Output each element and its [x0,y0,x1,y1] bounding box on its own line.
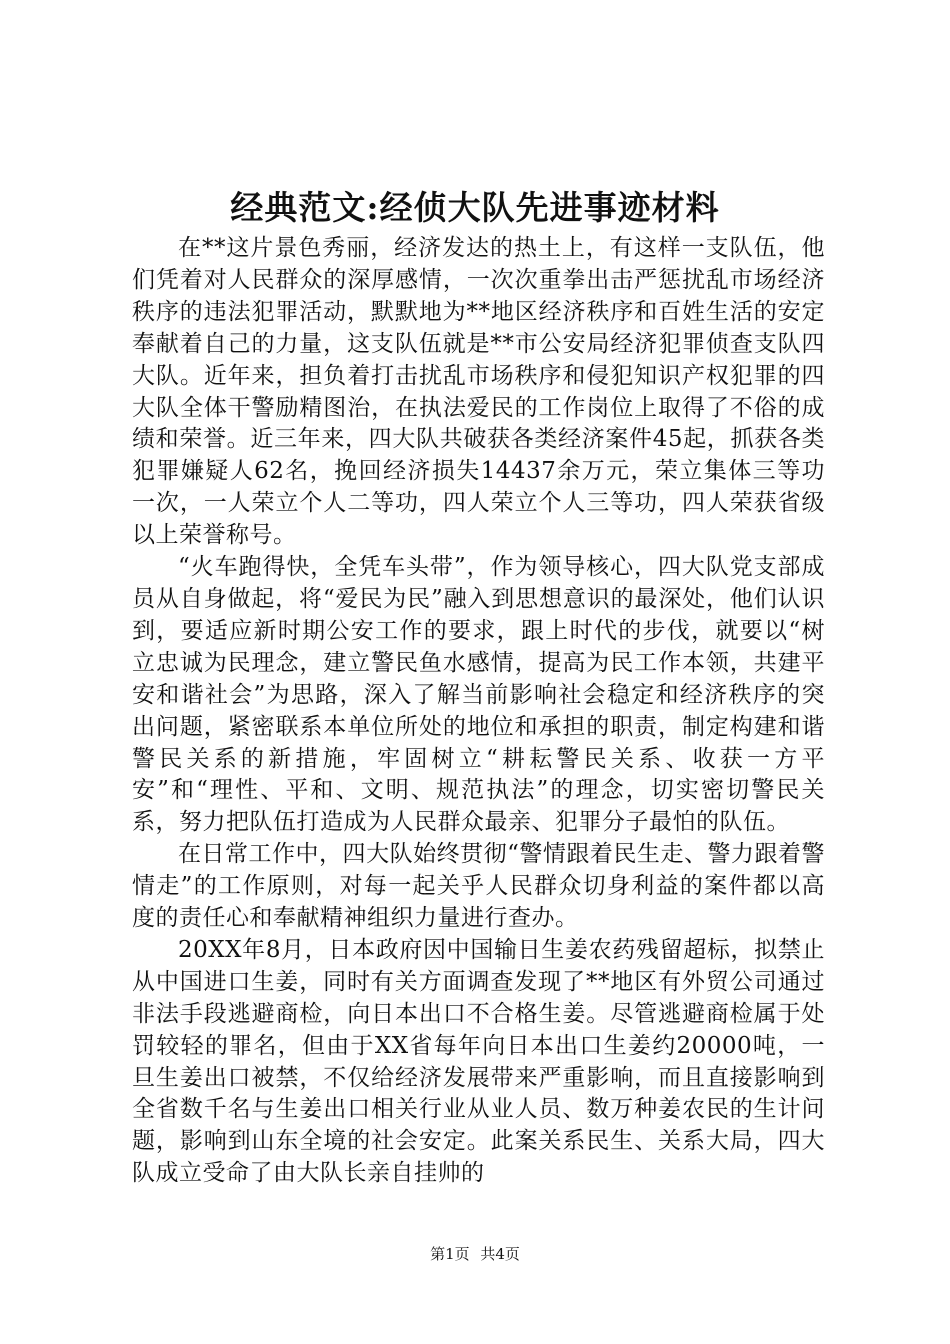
paragraph-3: 在日常工作中，四大队始终贯彻“警情跟着民生走、警力跟着警情走”的工作原则，对每一起关乎人民群众切身利益的案件都以高度的责任心和奉献精神组织力量进行查办。 [132,841,825,932]
paragraph-1: 在**这片景色秀丽，经济发达的热土上，有这样一支队伍，他们凭着对人民群众的深厚感情，一次次重拳出击严惩扰乱市场经济秩序的违法犯罪活动，默默地为**地区经济秩序和百姓生活的安定奉献着自己的力量，这支队伍就是**市公安局经济犯罪侦查支队四大队。近年来，担负着打击扰乱市场秩序和侵犯知识产权犯罪的四大队全体干警励精图治，在执法爱民的工作岗位上取得了不俗的成绩和荣誉。近三年来，四大队共破获各类经济案件45起，抓获各类犯罪嫌疑人62名，挽回经济损失14437余万元，荣立集体三等功一次，一人荣立个人二等功，四人荣立个人三等功，四人荣获省级以上荣誉称号。 [132,235,825,549]
document-title: 经典范文:经侦大队先进事迹材料 [230,188,720,227]
page-number: 第1页 [430,1245,470,1263]
paragraph-2: “火车跑得快，全凭车头带”，作为领导核心，四大队党支部成员从自身做起，将“爱民为民”融入到思想意识的最深处，他们认识到，要适应新时期公安工作的要求，跟上时代的步伐，就要以“树立忠诚为民理念，建立警民鱼水感情，提高为民工作本领，共建平安和谐社会”为思路，深入了解当前影响社会稳定和经济秩序的突出问题，紧密联系本单位所处的地位和承担的职责，制定构建和谐警民关系的新措施，牢固树立“耕耘警民关系、收获一方平安”和“理性、平和、文明、规范执法”的理念，切实密切警民关系，努力把队伍打造成为人民群众最亲、犯罪分子最怕的队伍。 [132,554,825,836]
document-body [132,233,825,1190]
paragraph-4: 20XX年8月，日本政府因中国输日生姜农药残留超标，拟禁止从中国进口生姜，同时有关方面调查发现了**地区有外贸公司通过非法手段逃避商检，向日本出口不合格生姜。尽管逃避商检属于处罚较轻的罪名，但由于XX省每年向日本出口生姜约20000吨，一旦生姜出口被禁，不仅给经济发展带来严重影响，而且直接影响到全省数千名与生姜出口相关行业从业人员、数万种姜农民的生计问题，影响到山东全境的社会安定。此案关系民生、关系大局，四大队成立受命了由大队长亲自挂帅的 [132,936,825,1187]
page-total: 共4页 [480,1245,520,1263]
page-footer [0,1244,950,1264]
